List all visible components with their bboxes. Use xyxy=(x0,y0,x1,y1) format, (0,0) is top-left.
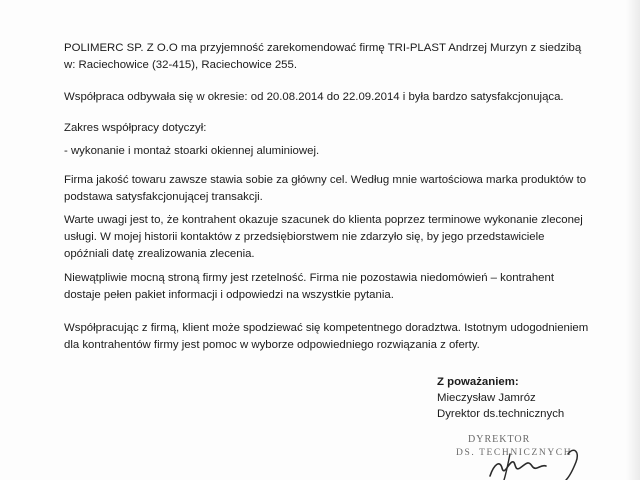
page-edge-shadow xyxy=(626,0,640,480)
paragraph-cooperation-period: Współpraca odbywała się w okresie: od 20.08.2014 do 22.09.2014 i była bardzo satysfakcjonująca. xyxy=(64,91,564,103)
paragraph-scope-heading: Zakres współpracy dotyczył: xyxy=(64,122,207,134)
stamp-line-1: DYREKTOR xyxy=(468,434,531,445)
paragraph-advice: Współpracując z firmą, klient może spodziewać się kompetentnego doradztwa. Istotnym udogodnieniem dla kontrahentów firmy jest pomoc w wyborze odpowiedniego rozwiązania z oferty. xyxy=(64,322,589,351)
signatory-name: Mieczysław Jamróz xyxy=(437,392,536,404)
paragraph-reliability: Niewątpliwie mocną stroną firmy jest rzetelność. Firma nie pozostawia niedomówień – kontrahent dostaje pełen pakiet informacji i odpowiedzi na wszystkie pytania. xyxy=(64,272,555,301)
closing-salutation: Z poważaniem: xyxy=(437,376,519,388)
handwritten-signature xyxy=(450,424,640,480)
signatory-position: Dyrektor ds.technicznych xyxy=(437,408,565,420)
paragraph-scope-item: - wykonanie i montaż stoarki okiennej aluminiowej. xyxy=(64,145,320,157)
paragraph-recommendation: POLIMERC SP. Z O.O ma przyjemność zarekomendować firmę TRI-PLAST Andrzej Murzyn z siedzibą w: Raciechowice (32-415), Raciechowice 255. xyxy=(64,42,582,71)
paragraph-quality: Firma jakość towaru zawsze stawia sobie za główny cel. Według mnie wartościowa marka produktów to podstawa satysfakcjonującej transakcji. xyxy=(64,174,587,203)
stamp-line-2: DS. TECHNICZNYCH xyxy=(456,448,573,458)
paragraph-punctuality: Warte uwagi jest to, że kontrahent okazuje szacunek do klienta poprzez terminowe wykonanie zleconej usługi. W mojej historii kontaktów z przedsiębiorstwem nie zdarzyło się, by jego przedstawiciele opóźniali datę zrealizowania zlecenia. xyxy=(64,214,583,260)
